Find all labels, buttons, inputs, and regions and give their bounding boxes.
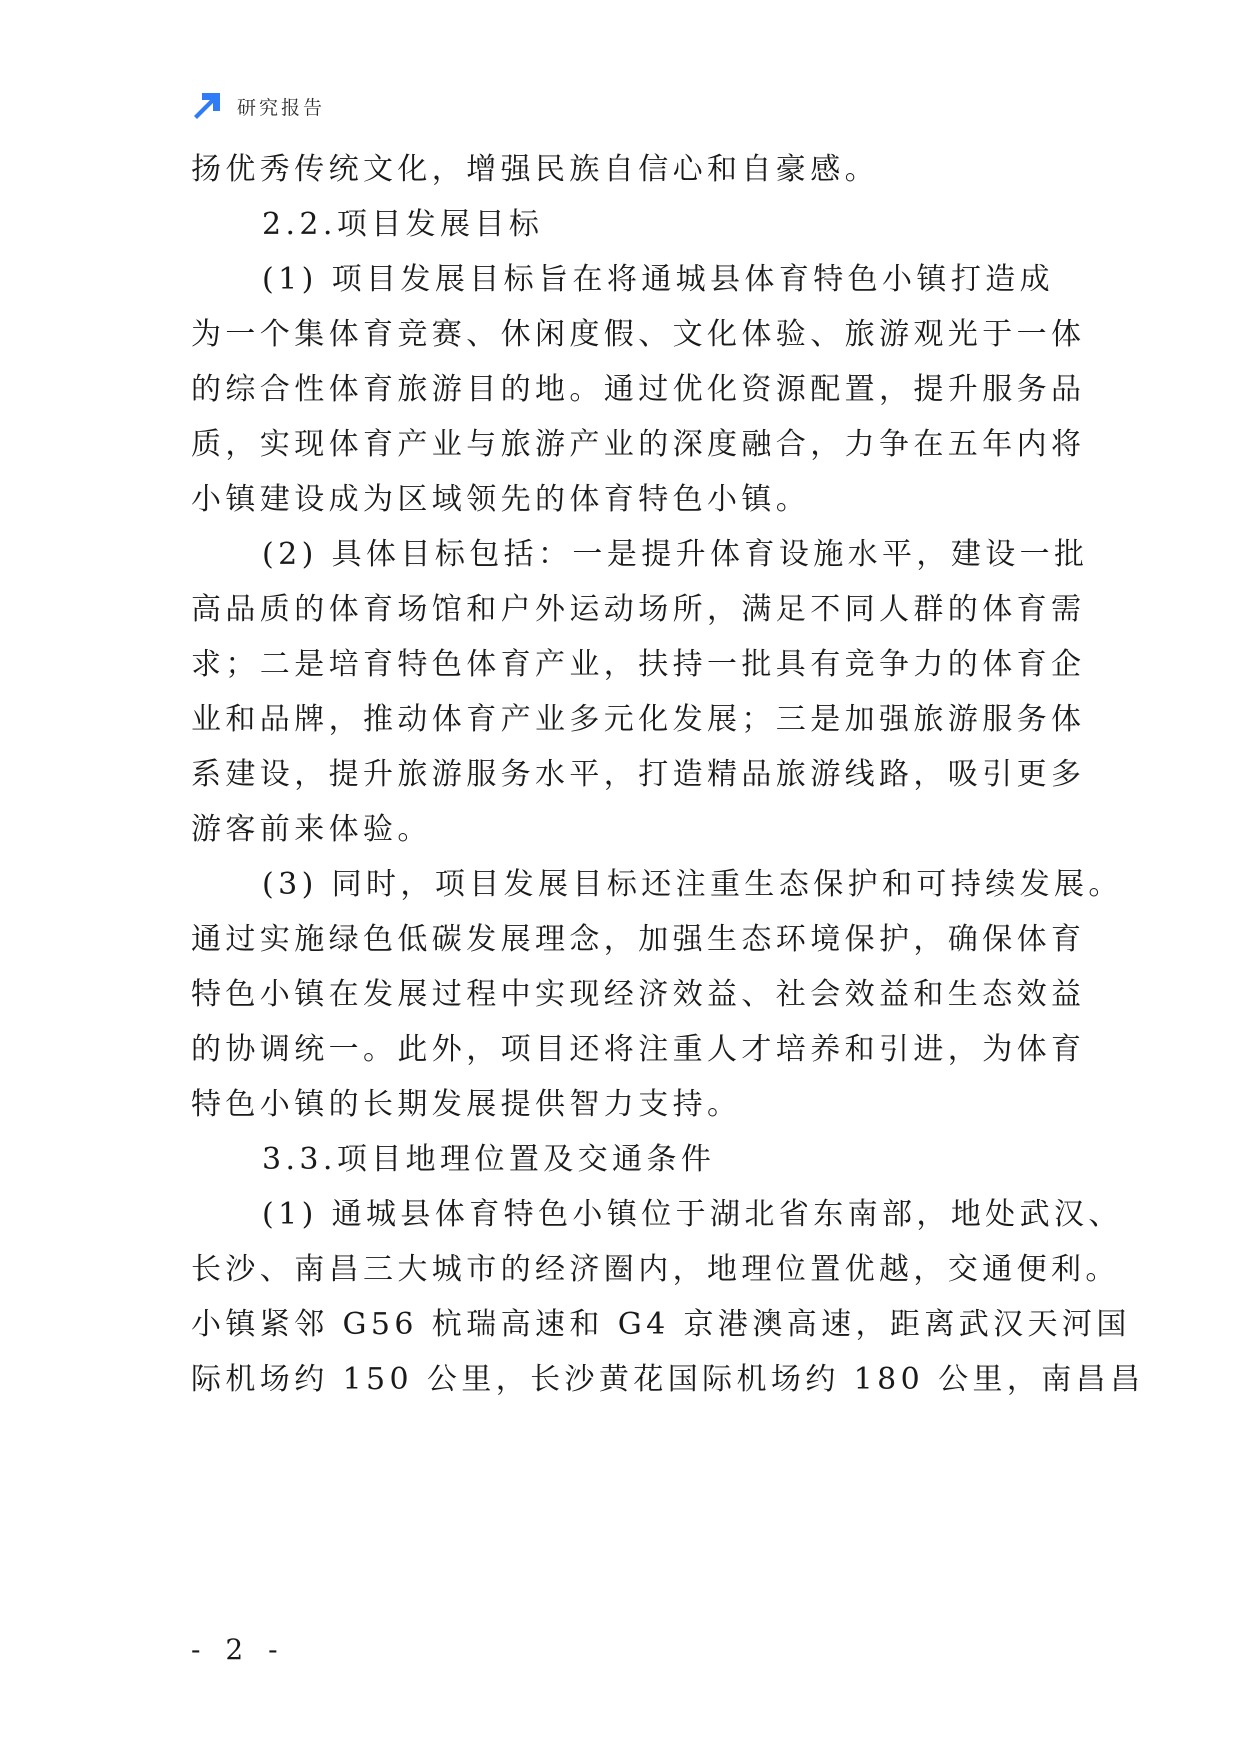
page-number: - 2 - [191,1633,286,1666]
paragraph-line: 游客前来体验。 [191,812,432,847]
paragraph-line: 小镇紧邻 G56 杭瑞高速和 G4 京港澳高速，距离武汉天河国 [191,1307,1131,1342]
paragraph-line: (1) 通城县体育特色小镇位于湖北省东南部，地处武汉、 [262,1197,1123,1232]
paragraph-line: (1) 项目发展目标旨在将通城县体育特色小镇打造成 [262,262,1055,297]
paragraph-line: 业和品牌，推动体育产业多元化发展；三是加强旅游服务体 [191,702,1086,737]
arrow-up-right-icon [191,90,223,122]
paragraph-line: 系建设，提升旅游服务水平，打造精品旅游线路，吸引更多 [191,757,1086,792]
paragraph-line: 际机场约 150 公里，长沙黄花国际机场约 180 公里，南昌昌 [191,1362,1145,1397]
paragraph-line: 质，实现体育产业与旅游产业的深度融合，力争在五年内将 [191,427,1086,462]
paragraph-line: 通过实施绿色低碳发展理念，加强生态环境保护，确保体育 [191,922,1086,957]
paragraph-line: 长沙、南昌三大城市的经济圈内，地理位置优越，交通便利。 [191,1252,1120,1287]
paragraph-line: 为一个集体育竞赛、休闲度假、文化体验、旅游观光于一体 [191,317,1086,352]
paragraph-line: (2) 具体目标包括：一是提升体育设施水平，建设一批 [262,537,1089,572]
paragraph-line: (3) 同时，项目发展目标还注重生态保护和可持续发展。 [262,867,1123,902]
section-heading: 2.2.项目发展目标 [262,207,544,242]
section-heading: 3.3.项目地理位置及交通条件 [262,1142,716,1177]
header-title: 研究报告 [237,96,326,119]
paragraph-line: 的综合性体育旅游目的地。通过优化资源配置，提升服务品 [191,372,1086,407]
paragraph-line: 小镇建设成为区域领先的体育特色小镇。 [191,482,811,517]
paragraph-line: 特色小镇在发展过程中实现经济效益、社会效益和生态效益 [191,977,1086,1012]
paragraph-line: 求；二是培育特色体育产业，扶持一批具有竞争力的体育企 [191,647,1086,682]
paragraph-line: 高品质的体育场馆和户外运动场所，满足不同人群的体育需 [191,592,1086,627]
paragraph-line: 扬优秀传统文化，增强民族自信心和自豪感。 [191,152,879,187]
paragraph-line: 特色小镇的长期发展提供智力支持。 [191,1087,742,1122]
paragraph-line: 的协调统一。此外，项目还将注重人才培养和引进，为体育 [191,1032,1086,1067]
report-header [191,88,325,124]
